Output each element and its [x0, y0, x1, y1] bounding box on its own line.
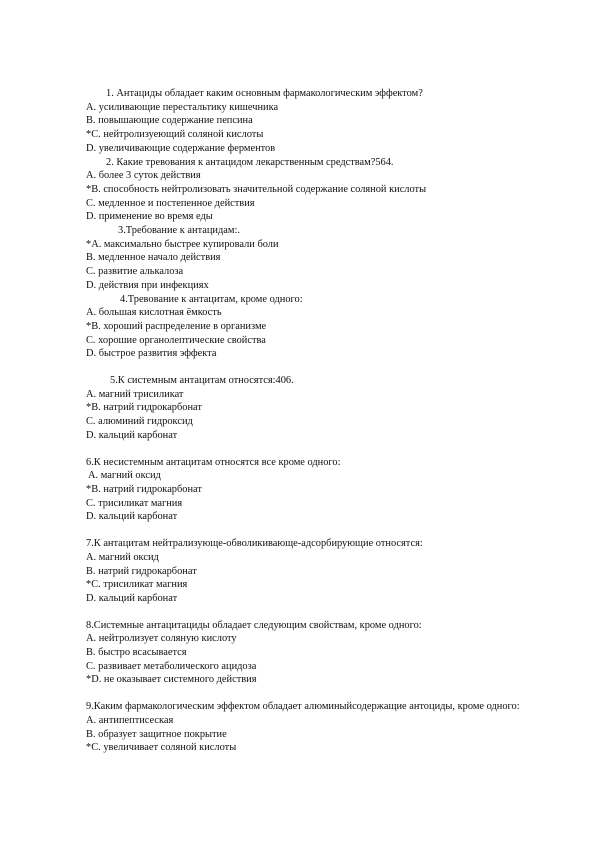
spacer: [86, 524, 556, 537]
question-9-option-a: A. антипептисеская: [86, 714, 174, 726]
question-2-option-b: *B. способность нейтролизовать значительной содержание соляной кислоты: [86, 183, 427, 195]
question-9-option-b: B. образует защитное покрытие: [86, 728, 227, 740]
question-3-option-c: C. развитие алькалоза: [86, 266, 184, 278]
question-2-option-a: A. более 3 суток действия: [86, 170, 201, 182]
question-3-option-b: B. медленное начало действия: [86, 252, 221, 264]
question-3-title: 3.Требование к антацидам:.: [118, 225, 240, 237]
question-2-title: 2. Какие тревования к антацидом лекарственным средствам?564.: [106, 156, 394, 168]
question-2-option-c: C. медленное и постепенное действия: [86, 197, 255, 209]
question-8-option-a: A. нейтролизует соляную кислоту: [86, 633, 237, 645]
question-5-option-c: C. алюминий гидроксид: [86, 416, 193, 428]
question-1-option-a: A. усиливающие перестальтику кишечника: [86, 101, 279, 113]
question-1-option-c: *C. нейтролизуеющий соляной кислоты: [86, 129, 264, 141]
question-5-option-b: *B. натрий гидрокарбонат: [86, 402, 202, 414]
question-3-option-a: *A. максимально быстрее купировали боли: [86, 238, 279, 250]
question-4-option-c: C. хорошие органолептические свойства: [86, 334, 266, 346]
question-8-option-b: B. быстро всасывается: [86, 647, 187, 659]
question-7-title: 7.К антацитам нейтрализующе-обволикивающе-адсорбирующие относятся:: [86, 538, 423, 550]
question-5-title: 5.К системным антацитам относятся:406.: [110, 375, 294, 387]
question-8-title: 8.Системные антацитациды обладает следующим свойствам, кроме одного:: [86, 619, 422, 631]
question-6-title: 6.К несистемным антацитам относятся все кроме одного:: [86, 456, 341, 468]
question-6-option-a: A. магний оксид: [86, 470, 161, 482]
question-6-option-d: D. кальций карбонат: [86, 511, 178, 523]
spacer: [86, 606, 556, 619]
question-2-option-d: D. применение во время еды: [86, 211, 213, 223]
question-7-option-a: A. магний оксид: [86, 551, 159, 563]
spacer: [86, 361, 556, 374]
question-6-option-c: C. трисиликат магния: [86, 497, 183, 509]
question-1-option-d: D. увеличивающие содержание ферментов: [86, 142, 276, 154]
question-7-option-d: D. кальций карбонат: [86, 592, 178, 604]
test-content: [86, 87, 556, 755]
question-4-option-a: A. большая кислотная ёмкость: [86, 307, 222, 319]
question-5-option-a: A. магний трисиликат: [86, 388, 184, 400]
spacer: [86, 443, 556, 456]
question-1-title: 1. Антациды обладает каким основным фармакологическим эффектом?: [106, 88, 423, 99]
question-8-option-c: C. развивает метаболического ацидоза: [86, 660, 257, 672]
question-8-option-d: *D. не оказывает системного действия: [86, 674, 257, 686]
question-4-title: 4.Тревование к антацитам, кроме одного:: [120, 293, 303, 305]
question-3-option-d: D. действия при инфекциях: [86, 279, 209, 291]
question-4-option-d: D. быстрое развития эффекта: [86, 348, 217, 360]
question-1-option-b: B. повышающие содержание пепсина: [86, 115, 253, 127]
question-7-option-b: B. натрий гидрокарбонат: [86, 565, 197, 577]
spacer: [86, 687, 556, 700]
question-6-option-b: *B. натрий гидрокарбонат: [86, 483, 202, 495]
question-9-option-c: *C. увеличивает соляной кислоты: [86, 742, 237, 754]
question-9-title: 9.Каким фармакологическим эффектом обладает алюминыйсодержащие антоциды, кроме одного:: [86, 701, 520, 713]
question-5-option-d: D. кальций карбонат: [86, 429, 178, 441]
question-4-option-b: *B. хороший распределение в организме: [86, 320, 267, 332]
question-7-option-c: *C. трисиликат магния: [86, 579, 188, 591]
